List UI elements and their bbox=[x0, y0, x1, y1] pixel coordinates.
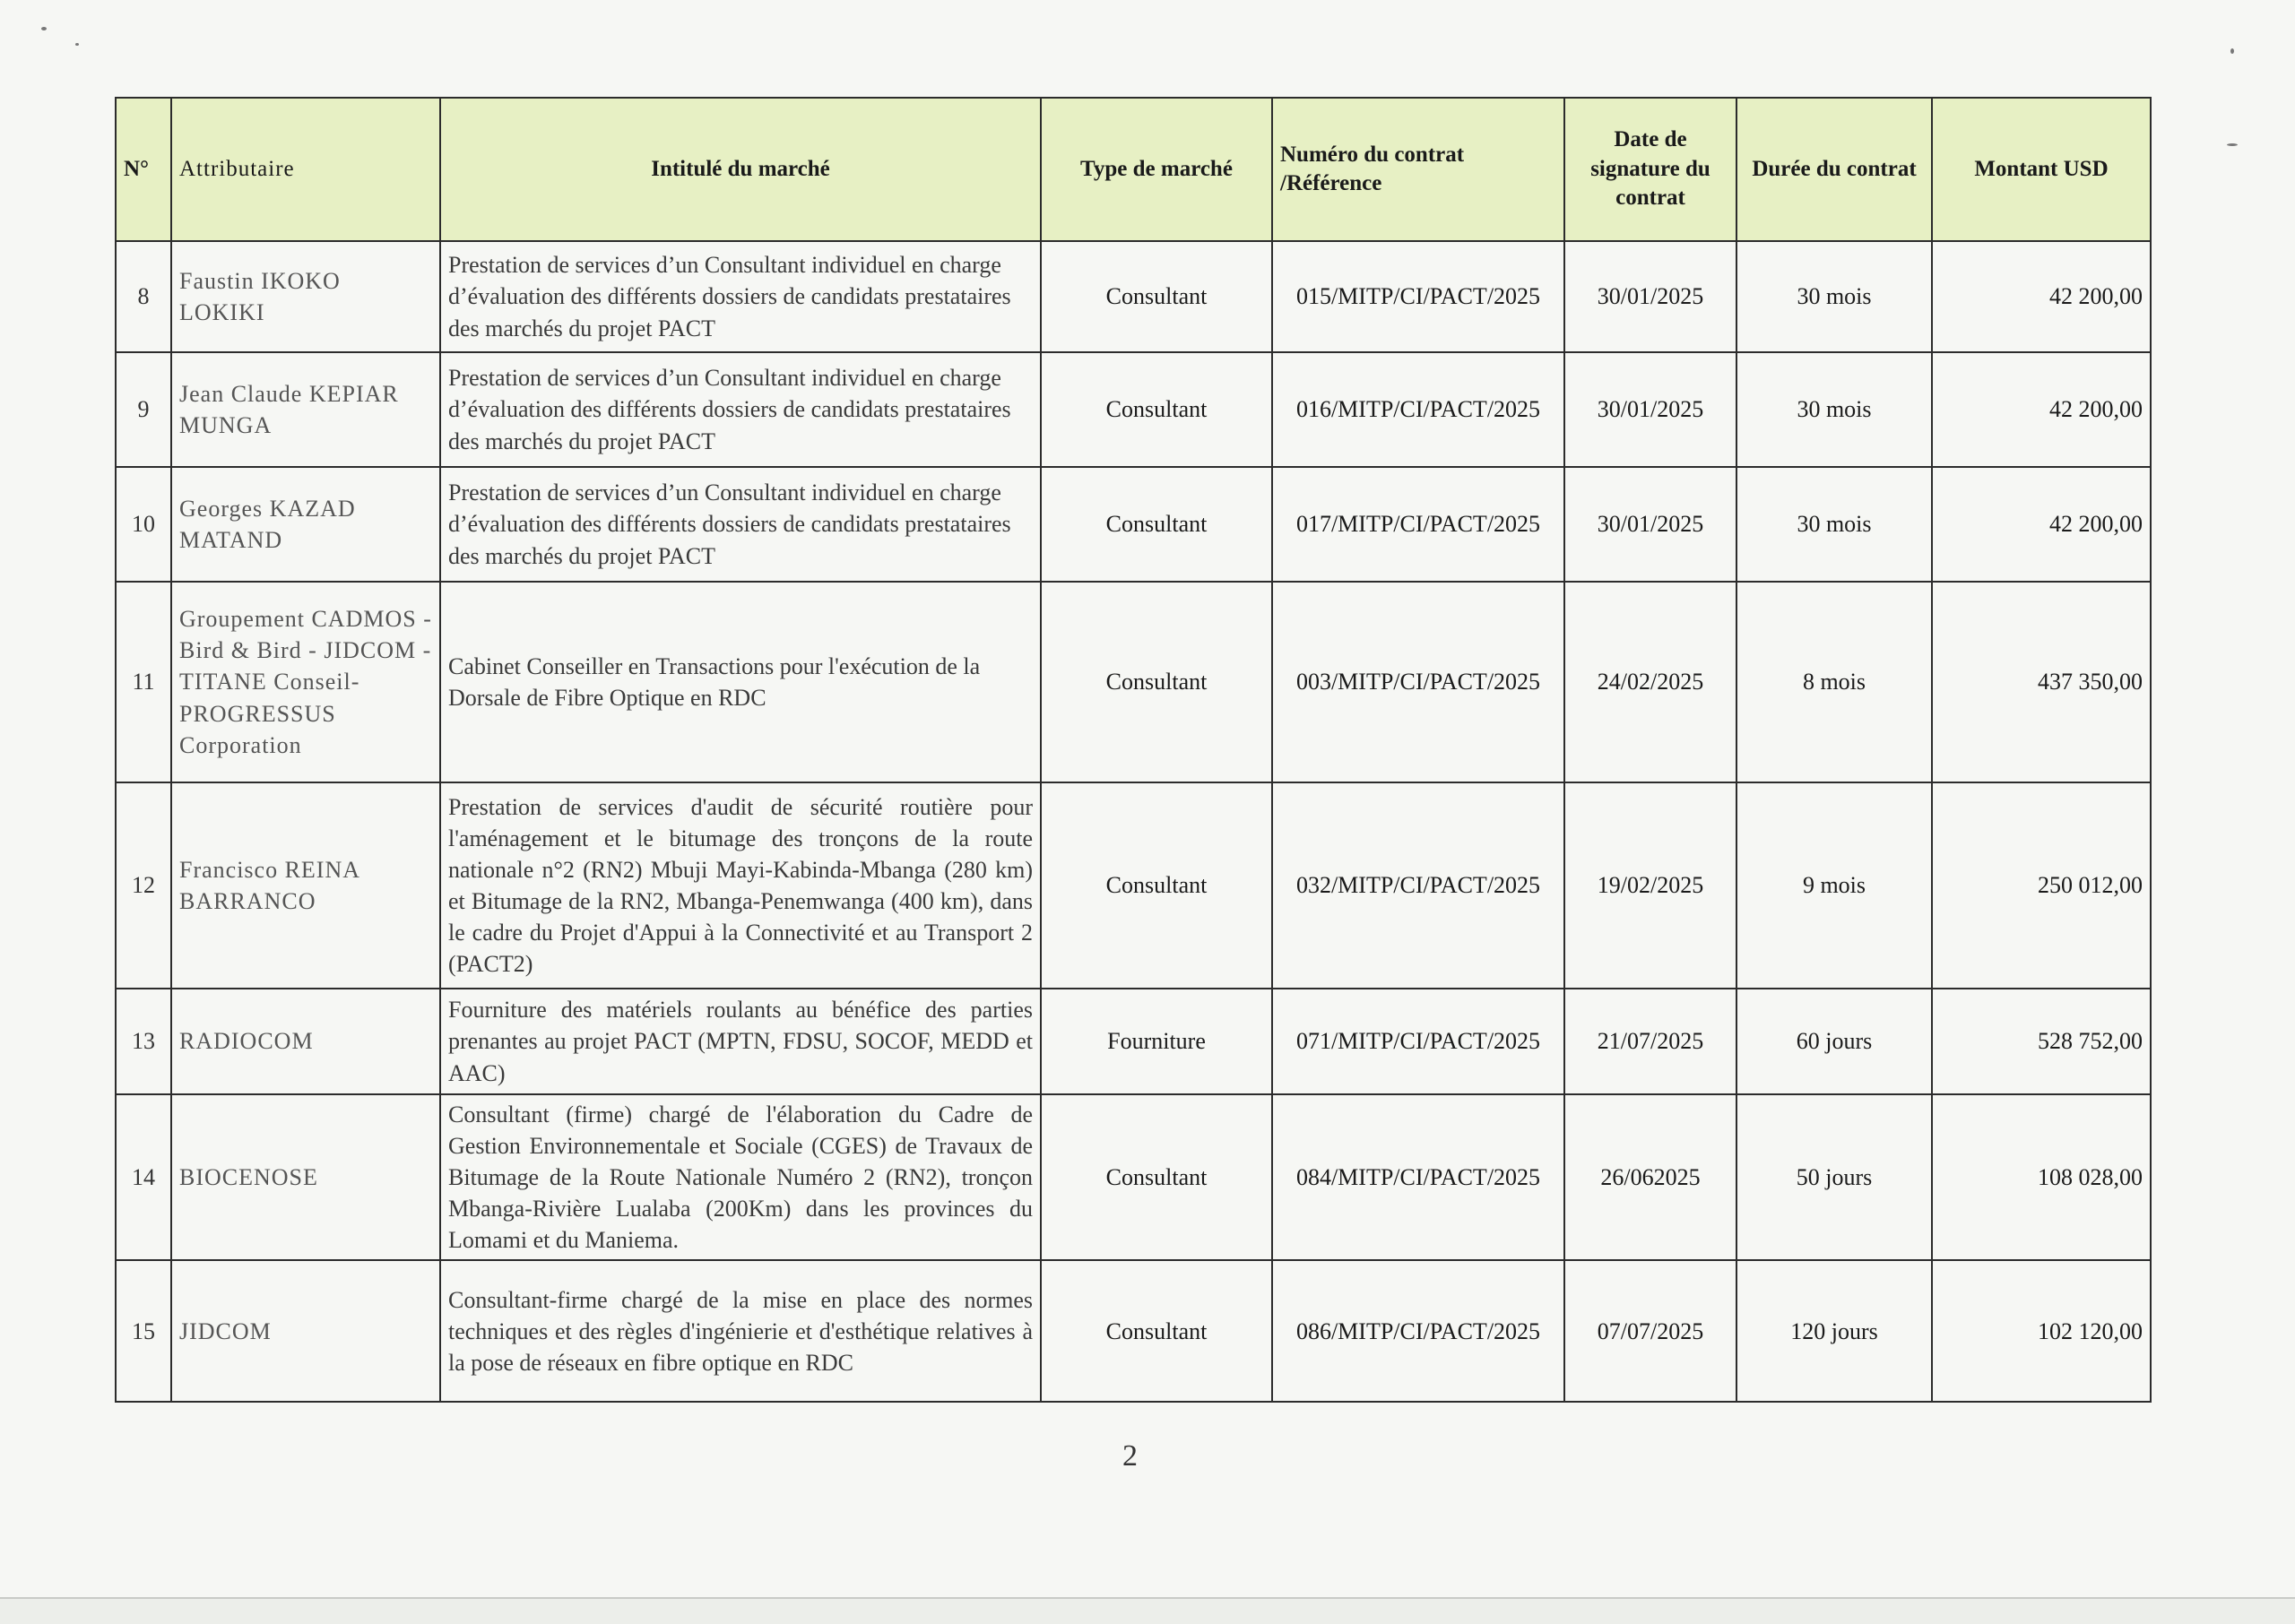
cell-montant: 42 200,00 bbox=[1932, 241, 2151, 352]
cell-type: Consultant bbox=[1041, 467, 1272, 582]
scan-speck bbox=[2227, 143, 2238, 146]
cell-intitule: Prestation de services d'audit de sécurité routière pour l'aménagement et le bitumage des tronçons de la route nationale n°2 (RN2) Mbuji Mayi-Kabinda-Mbanga (280 km) et Bitumage de la RN2, Mbanga-Penemwanga (400 km), dans le cadre du Projet d'Appui à la Connectivité et au Transport 2 (PACT2) bbox=[440, 782, 1041, 989]
cell-type: Consultant bbox=[1041, 352, 1272, 467]
cell-intitule: Prestation de services d’un Consultant individuel en charge d’évaluation des différents dossiers de candidats prestataires des marchés du projet PACT bbox=[440, 467, 1041, 582]
cell-numero: 084/MITP/CI/PACT/2025 bbox=[1272, 1094, 1564, 1260]
cell-duree: 30 mois bbox=[1736, 467, 1932, 582]
cell-intitule: Consultant-firme chargé de la mise en place des normes techniques et des règles d'ingénierie et d'esthétique relatives à la pose de réseaux en fibre optique en RDC bbox=[440, 1260, 1041, 1402]
header-duree: Durée du contrat bbox=[1736, 98, 1932, 241]
cell-no: 9 bbox=[116, 352, 171, 467]
cell-numero: 071/MITP/CI/PACT/2025 bbox=[1272, 989, 1564, 1094]
cell-attributaire: Faustin IKOKO LOKIKI bbox=[171, 241, 440, 352]
cell-type: Consultant bbox=[1041, 1260, 1272, 1402]
cell-intitule: Prestation de services d’un Consultant individuel en charge d’évaluation des différents dossiers de candidats prestataires des marchés du projet PACT bbox=[440, 241, 1041, 352]
cell-intitule: Cabinet Conseiller en Transactions pour l'exécution de la Dorsale de Fibre Optique en RDC bbox=[440, 582, 1041, 782]
scan-speck bbox=[2230, 48, 2234, 54]
header-no: N° bbox=[116, 98, 171, 241]
scan-speck bbox=[75, 43, 79, 46]
cell-date: 19/02/2025 bbox=[1564, 782, 1736, 989]
scan-speck bbox=[41, 27, 47, 30]
cell-no: 15 bbox=[116, 1260, 171, 1402]
table-row bbox=[116, 352, 2151, 467]
header-date: Date de signature du contrat bbox=[1564, 98, 1736, 241]
cell-type: Fourniture bbox=[1041, 989, 1272, 1094]
cell-duree: 30 mois bbox=[1736, 241, 1932, 352]
cell-date: 26/062025 bbox=[1564, 1094, 1736, 1260]
cell-attributaire: Francisco REINA BARRANCO bbox=[171, 782, 440, 989]
cell-date: 30/01/2025 bbox=[1564, 241, 1736, 352]
table-row bbox=[116, 1260, 2151, 1402]
header-numero: Numéro du contrat /Référence bbox=[1272, 98, 1564, 241]
cell-intitule: Consultant (firme) chargé de l'élaboration du Cadre de Gestion Environnementale et Sociale (CGES) de Travaux de Bitumage de la Route Nationale Numéro 2 (RN2), tronçon Mbanga-Rivière Lualaba (200Km) dans les provinces du Lomami et du Maniema. bbox=[440, 1094, 1041, 1260]
header-intitule: Intitulé du marché bbox=[440, 98, 1041, 241]
table-row bbox=[116, 467, 2151, 582]
cell-no: 14 bbox=[116, 1094, 171, 1260]
cell-date: 30/01/2025 bbox=[1564, 352, 1736, 467]
cell-type: Consultant bbox=[1041, 782, 1272, 989]
header-montant: Montant USD bbox=[1932, 98, 2151, 241]
cell-no: 11 bbox=[116, 582, 171, 782]
cell-no: 13 bbox=[116, 989, 171, 1094]
cell-attributaire: BIOCENOSE bbox=[171, 1094, 440, 1260]
cell-type: Consultant bbox=[1041, 1094, 1272, 1260]
cell-no: 8 bbox=[116, 241, 171, 352]
page-number: 2 bbox=[1122, 1439, 1138, 1473]
cell-montant: 250 012,00 bbox=[1932, 782, 2151, 989]
cell-intitule: Fourniture des matériels roulants au bénéfice des parties prenantes au projet PACT (MPTN, FDSU, SOCOF, MEDD et AAC) bbox=[440, 989, 1041, 1094]
table-row bbox=[116, 241, 2151, 352]
cell-no: 10 bbox=[116, 467, 171, 582]
cell-numero: 016/MITP/CI/PACT/2025 bbox=[1272, 352, 1564, 467]
header-attributaire: Attributaire bbox=[171, 98, 440, 241]
cell-type: Consultant bbox=[1041, 241, 1272, 352]
cell-duree: 120 jours bbox=[1736, 1260, 1932, 1402]
cell-date: 24/02/2025 bbox=[1564, 582, 1736, 782]
cell-duree: 8 mois bbox=[1736, 582, 1932, 782]
table-row bbox=[116, 1094, 2151, 1260]
table-row bbox=[116, 782, 2151, 989]
table-row bbox=[116, 582, 2151, 782]
contracts-table bbox=[115, 97, 2152, 1403]
cell-duree: 30 mois bbox=[1736, 352, 1932, 467]
table-row bbox=[116, 989, 2151, 1094]
cell-duree: 60 jours bbox=[1736, 989, 1932, 1094]
cell-duree: 9 mois bbox=[1736, 782, 1932, 989]
cell-duree: 50 jours bbox=[1736, 1094, 1932, 1260]
cell-montant: 102 120,00 bbox=[1932, 1260, 2151, 1402]
cell-numero: 003/MITP/CI/PACT/2025 bbox=[1272, 582, 1564, 782]
cell-attributaire: Groupement CADMOS - Bird & Bird - JIDCOM - TITANE Conseil-PROGRESSUS Corporation bbox=[171, 582, 440, 782]
cell-attributaire: Jean Claude KEPIAR MUNGA bbox=[171, 352, 440, 467]
header-type: Type de marché bbox=[1041, 98, 1272, 241]
cell-date: 30/01/2025 bbox=[1564, 467, 1736, 582]
page-bottom-edge bbox=[0, 1597, 2295, 1624]
cell-no: 12 bbox=[116, 782, 171, 989]
cell-numero: 017/MITP/CI/PACT/2025 bbox=[1272, 467, 1564, 582]
cell-date: 21/07/2025 bbox=[1564, 989, 1736, 1094]
cell-montant: 42 200,00 bbox=[1932, 467, 2151, 582]
cell-date: 07/07/2025 bbox=[1564, 1260, 1736, 1402]
cell-attributaire: RADIOCOM bbox=[171, 989, 440, 1094]
cell-montant: 108 028,00 bbox=[1932, 1094, 2151, 1260]
cell-montant: 42 200,00 bbox=[1932, 352, 2151, 467]
cell-numero: 032/MITP/CI/PACT/2025 bbox=[1272, 782, 1564, 989]
cell-attributaire: JIDCOM bbox=[171, 1260, 440, 1402]
table-header-row bbox=[116, 98, 2151, 241]
cell-montant: 528 752,00 bbox=[1932, 989, 2151, 1094]
cell-numero: 015/MITP/CI/PACT/2025 bbox=[1272, 241, 1564, 352]
cell-intitule: Prestation de services d’un Consultant individuel en charge d’évaluation des différents dossiers de candidats prestataires des marchés du projet PACT bbox=[440, 352, 1041, 467]
cell-numero: 086/MITP/CI/PACT/2025 bbox=[1272, 1260, 1564, 1402]
cell-montant: 437 350,00 bbox=[1932, 582, 2151, 782]
cell-attributaire: Georges KAZAD MATAND bbox=[171, 467, 440, 582]
cell-type: Consultant bbox=[1041, 582, 1272, 782]
